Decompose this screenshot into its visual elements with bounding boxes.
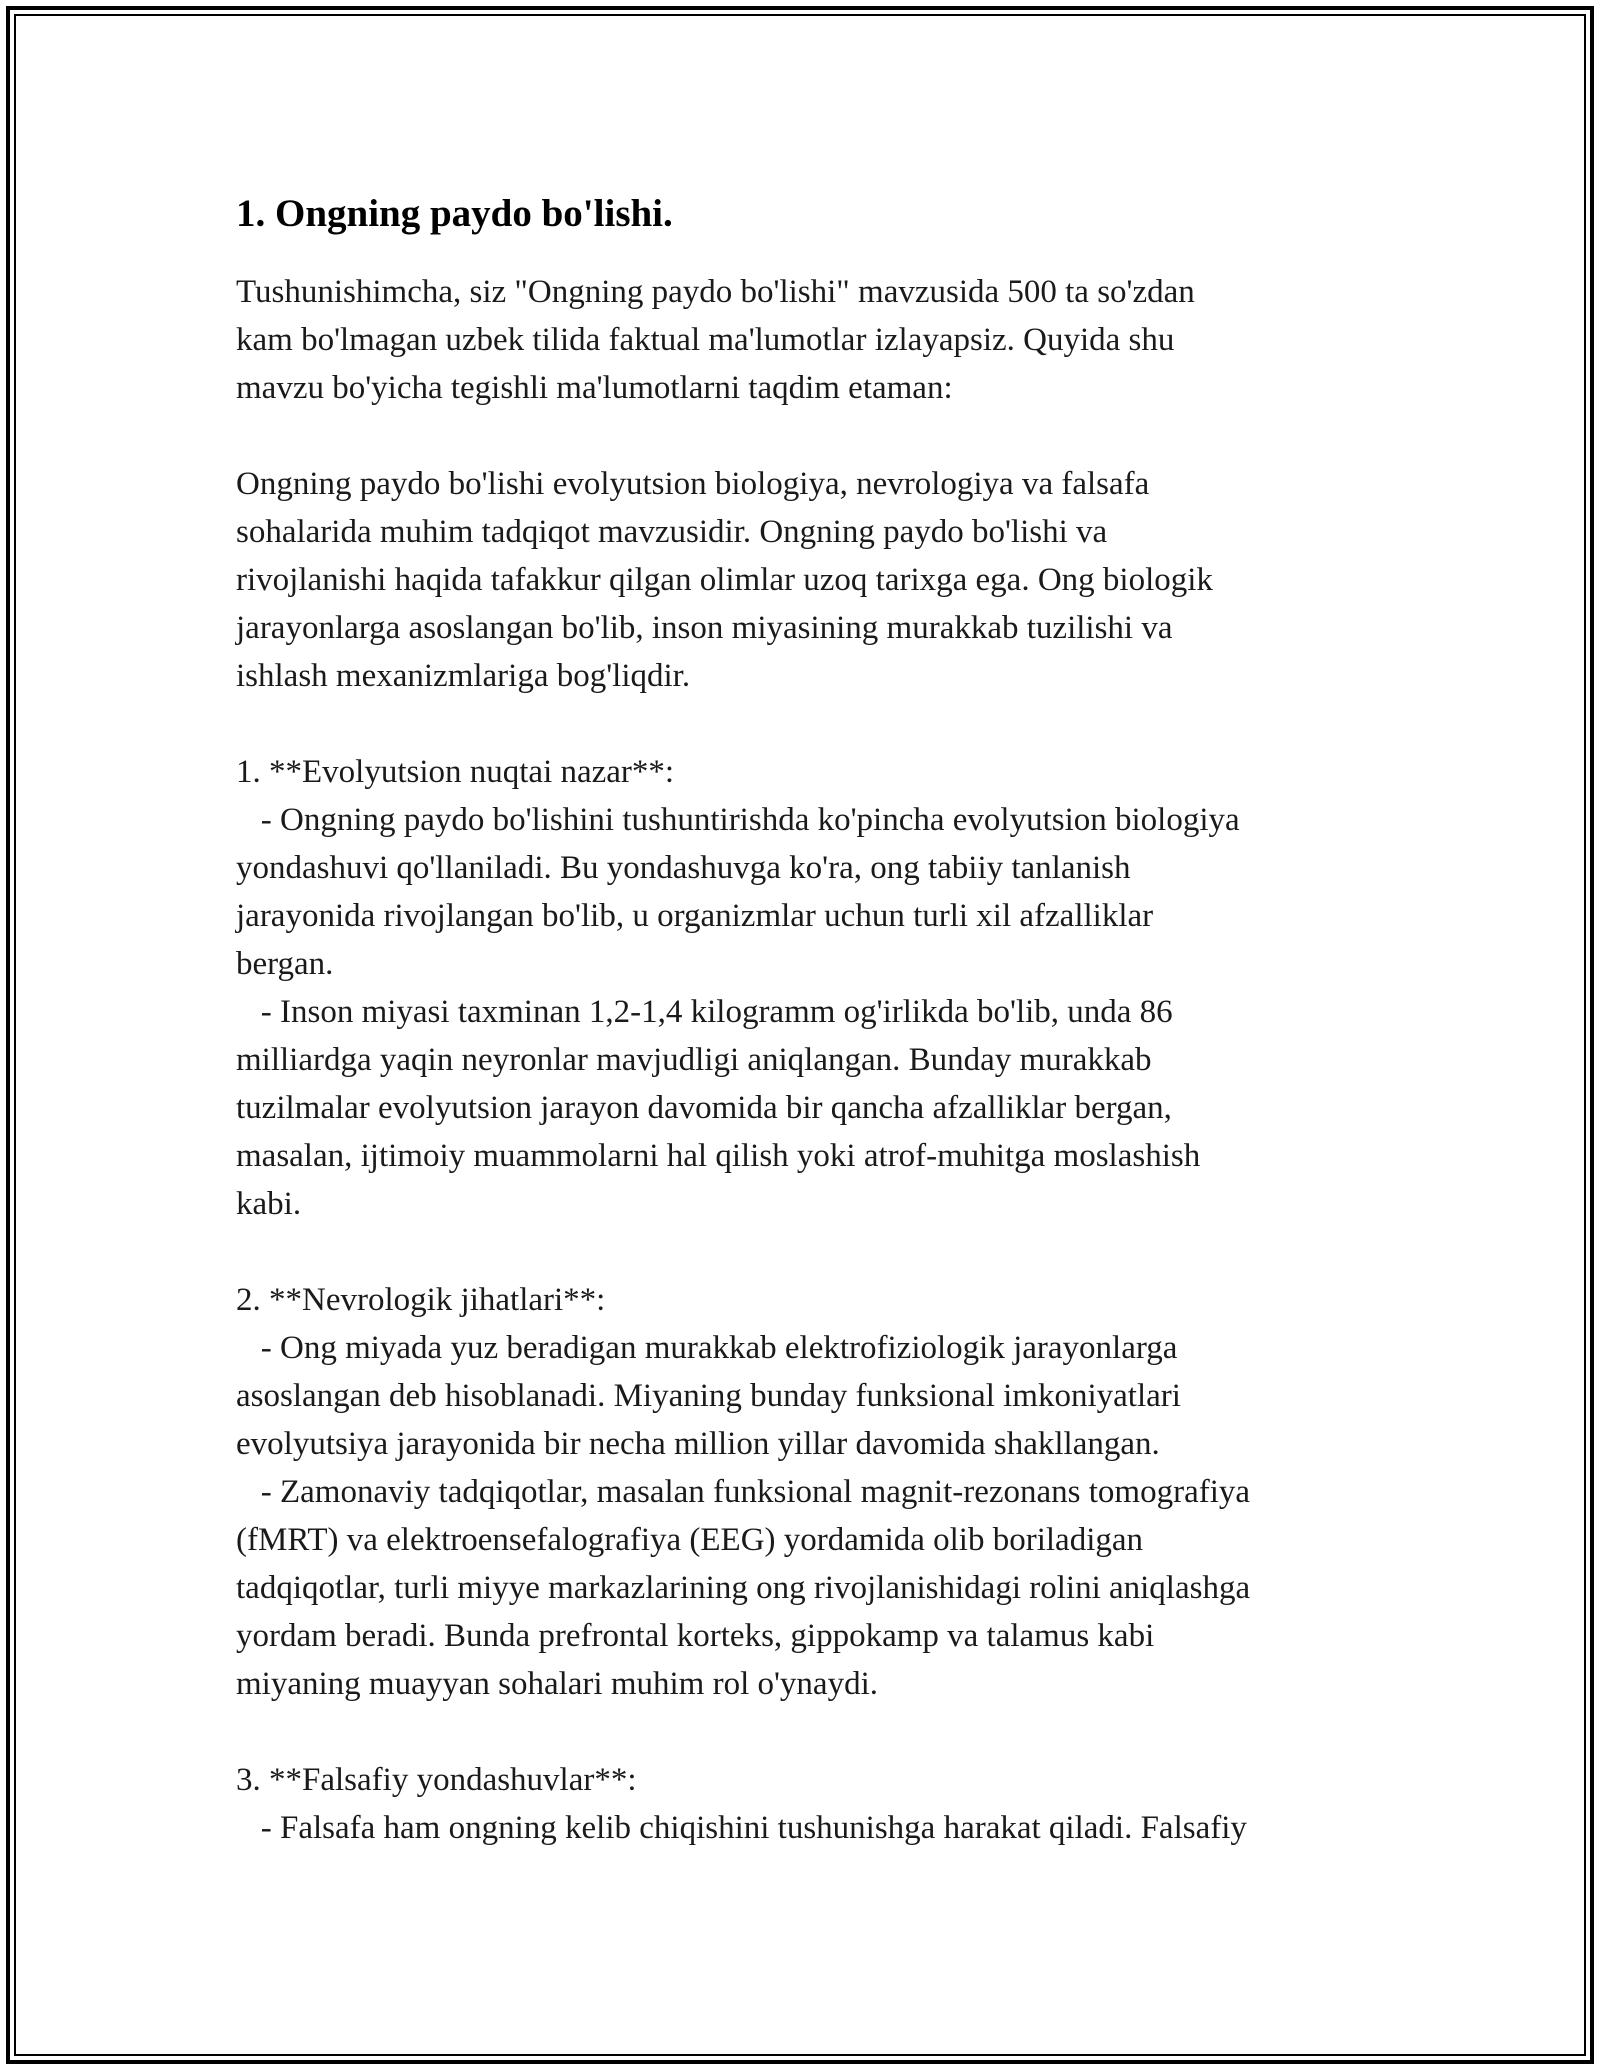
text-line: evolyutsiya jarayonida bir necha million yillar davomida shakllangan.	[236, 1426, 1160, 1462]
section-philosophical	[236, 1756, 1396, 1852]
text-line: tuzilmalar evolyutsion jarayon davomida bir qancha afzalliklar bergan,	[236, 1090, 1172, 1126]
text-line: yondashuvi qo'llaniladi. Bu yondashuvga ko'ra, ong tabiiy tanlanish	[236, 850, 1131, 886]
text-line: sohalarida muhim tadqiqot mavzusidir. Ongning paydo bo'lishi va	[236, 514, 1108, 550]
text-line: tadqiqotlar, turli miyye markazlarining ong rivojlanishidagi rolini aniqlashga	[236, 1570, 1251, 1606]
paragraph-gap	[236, 412, 1396, 460]
document-body	[236, 186, 1396, 1852]
text-line: yordam beradi. Bunda prefrontal korteks, gippokamp va talamus kabi	[236, 1618, 1155, 1654]
text-line: kam bo'lmagan uzbek tilida faktual ma'lumotlar izlayapsiz. Quyida shu	[236, 322, 1175, 358]
text-line: - Ongning paydo bo'lishini tushuntirishda ko'pincha evolyutsion biologiya	[236, 802, 1240, 838]
text-line: jarayonida rivojlangan bo'lib, u organizmlar uchun turli xil afzalliklar	[236, 898, 1154, 934]
paragraph-gap	[236, 700, 1396, 748]
text-line: - Ong miyada yuz beradigan murakkab elektrofiziologik jarayonlarga	[236, 1330, 1178, 1366]
section-heading: 2. **Nevrologik jihatlari**:	[236, 1282, 606, 1318]
text-line: miyaning muayyan sohalari muhim rol o'ynaydi.	[236, 1666, 879, 1702]
text-line: ishlash mexanizmlariga bog'liqdir.	[236, 658, 691, 694]
section-neurological	[236, 1276, 1396, 1708]
text-line: Ongning paydo bo'lishi evolyutsion biologiya, nevrologiya va falsafa	[236, 466, 1150, 502]
overview-paragraph	[236, 460, 1396, 700]
text-line: - Inson miyasi taxminan 1,2-1,4 kilogramm og'irlikda bo'lib, unda 86	[236, 994, 1173, 1030]
text-line: milliardga yaqin neyronlar mavjudligi aniqlangan. Bunday murakkab	[236, 1042, 1152, 1078]
text-line: - Zamonaviy tadqiqotlar, masalan funksional magnit-rezonans tomografiya	[236, 1474, 1251, 1510]
text-line: (fMRT) va elektroensefalografiya (EEG) yordamida olib boriladigan	[236, 1522, 1144, 1558]
document-title: 1. Ongning paydo bo'lishi.	[236, 192, 673, 235]
text-line: bergan.	[236, 946, 334, 982]
section-evolutionary	[236, 748, 1396, 1228]
section-heading: 1. **Evolyutsion nuqtai nazar**:	[236, 754, 675, 790]
text-line: jarayonlarga asoslangan bo'lib, inson miyasining murakkab tuzilishi va	[236, 610, 1173, 646]
paragraph-gap	[236, 1228, 1396, 1276]
text-line: mavzu bo'yicha tegishli ma'lumotlarni taqdim etaman:	[236, 370, 953, 406]
text-line: kabi.	[236, 1186, 302, 1222]
text-line: asoslangan deb hisoblanadi. Miyaning bunday funksional imkoniyatlari	[236, 1378, 1181, 1414]
text-line: - Falsafa ham ongning kelib chiqishini tushunishga harakat qiladi. Falsafiy	[236, 1810, 1247, 1846]
text-line: rivojlanishi haqida tafakkur qilgan olimlar uzoq tarixga ega. Ong biologik	[236, 562, 1213, 598]
section-heading: 3. **Falsafiy yondashuvlar**:	[236, 1762, 637, 1798]
text-line: Tushunishimcha, siz "Ongning paydo bo'lishi" mavzusida 500 ta so'zdan	[236, 274, 1195, 310]
paragraph-gap	[236, 1708, 1396, 1756]
text-line: masalan, ijtimoiy muammolarni hal qilish yoki atrof-muhitga moslashish	[236, 1138, 1201, 1174]
intro-paragraph	[236, 268, 1396, 412]
